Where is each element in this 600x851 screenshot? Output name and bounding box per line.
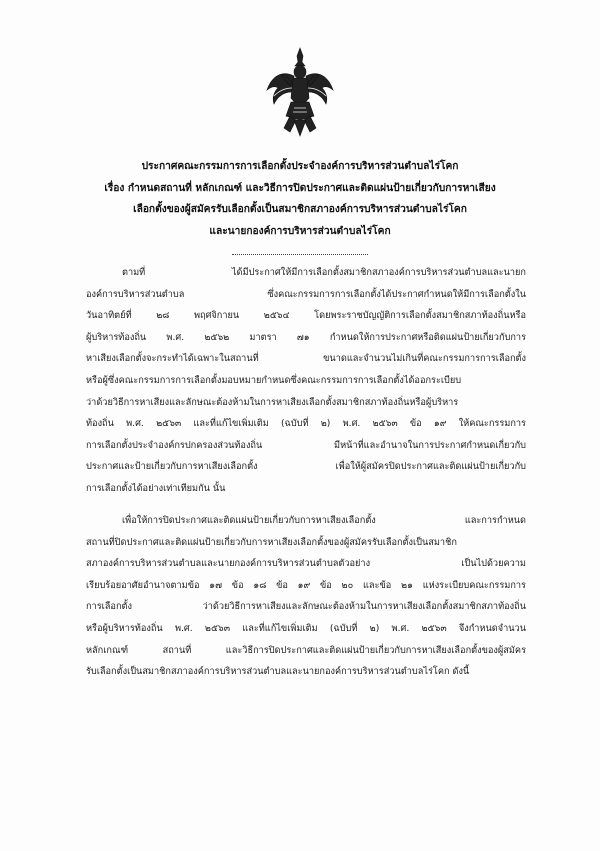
text-line: การเลือกตั้งได้อย่างเท่าเทียมกัน นั้น bbox=[86, 482, 226, 494]
text-line: วันอาทิตย์ที่ ๒๘ พฤศจิกายน ๒๕๖๔ โดยพระราชบัญญัติการเลือกตั้งสมาชิกสภาท้องถิ่นหรือ bbox=[86, 310, 526, 322]
text-line: สภาองค์การบริหารส่วนตำบลและนายกองค์การบริหารส่วนตำบลตัวอย่าง เป็นไปด้วยความ bbox=[86, 558, 526, 570]
text-line: ว่าด้วยวิธีการหาเสียงและลักษณะต้องห้ามในการหาเสียงเลือกตั้งสมาชิกสภาท้องถิ่นหรือผู้บริหาร bbox=[86, 396, 459, 408]
title-line: ประกาศคณะกรรมการการเลือกตั้งประจำองค์การบริหารส่วนตำบลไร่โคก bbox=[141, 161, 459, 172]
text-line: สถานที่ปิดประกาศและติดแผ่นป้ายเกี่ยวกับการหาเสียงเลือกตั้งของผู้สมัครรับเลือกตั้งเป็นสมาชิก bbox=[86, 536, 457, 548]
text-line: การเลือกตั้ง ว่าด้วยวิธีการหาเสียงและลักษณะต้องห้ามในการหาเสียงเลือกตั้งสมาชิกสภาท้องถิ่น bbox=[86, 601, 526, 613]
text-line: ประกาศและป้ายเกี่ยวกับการหาเสียงเลือกตั้ง เพื่อให้ผู้สมัครปิดประกาศและติดแผ่นป้ายเกี่ยวกับ bbox=[86, 461, 526, 473]
text-line: ผู้บริหารท้องถิ่น พ.ศ. ๒๕๖๒ มาตรา ๗๑ กำหนดให้การประกาศหรือติดแผ่นป้ายเกี่ยวกับการ bbox=[86, 331, 526, 343]
text-line: หรือผู้ซึ่งคณะกรรมการการเลือกตั้งมอบหมายกำหนดซึ่งคณะกรรมการการเลือกตั้งได้ออกระเบียบ bbox=[86, 374, 462, 386]
paragraph-resolution bbox=[86, 510, 526, 683]
text-line: ตามที่ ได้มีประกาศให้มีการเลือกตั้งสมาชิกสภาองค์การบริหารส่วนตำบลและนายก bbox=[122, 267, 526, 278]
title-divider bbox=[232, 254, 368, 255]
text-line: รับเลือกตั้งเป็นสมาชิกสภาองค์การบริหารส่วนตำบลและนายกองค์การบริหารส่วนตำบลไร่โคก ดังนี้ bbox=[86, 666, 470, 678]
title-line: เรื่อง กำหนดสถานที่ หลักเกณฑ์ และวิธีการปิดประกาศและติดแผ่นป้ายเกี่ยวกับการหาเสียง bbox=[104, 182, 496, 194]
text-line: หรือผู้บริหารท้องถิ่น พ.ศ. ๒๕๖๓ และที่แก้ไขเพิ่มเติม (ฉบับที่ ๒) พ.ศ. ๒๕๖๓ จึงกำหนดจำนวน bbox=[86, 622, 526, 634]
announcement-title bbox=[80, 156, 520, 242]
text-line: เพื่อให้การปิดประกาศและติดแผ่นป้ายเกี่ยวกับการหาเสียงเลือกตั้ง และการกำหนด bbox=[122, 515, 526, 526]
text-line: หาเสียงเลือกตั้งจะกระทำได้เฉพาะในสถานที่ ขนาดและจำนวนไม่เกินที่คณะกรรมการการเลือกตั้ง bbox=[86, 353, 526, 365]
text-line: หลักเกณฑ์ สถานที่ และวิธีการปิดประกาศและติดแผ่นป้ายเกี่ยวกับการหาเสียงเลือกตั้งของผู้สมัคร bbox=[86, 644, 526, 656]
title-line: เลือกตั้งของผู้สมัครรับเลือกตั้งเป็นสมาชิกสภาองค์การบริหารส่วนตำบลไร่โคก bbox=[133, 204, 467, 215]
text-line: การเลือกตั้งประจำองค์กรปกครองส่วนท้องถิ่น มีหน้าที่และอำนาจในการประกาศกำหนดเกี่ยวกับ bbox=[86, 439, 526, 451]
title-line: และนายกองค์การบริหารส่วนตำบลไร่โคก bbox=[209, 225, 391, 237]
text-line: องค์การบริหารส่วนตำบล ซึ่งคณะกรรมการการเลือกตั้งได้ประกาศกำหนดให้มีการเลือกตั้งใน bbox=[86, 288, 526, 300]
text-line: เรียบร้อยอาศัยอำนาจตามข้อ ๑๗ ข้อ ๑๘ ข้อ ๑๙ ข้อ ๒๐ และข้อ ๒๑ แห่งระเบียบคณะกรรมการ bbox=[86, 579, 526, 591]
paragraph-preamble bbox=[86, 262, 526, 500]
garuda-emblem-icon bbox=[264, 46, 336, 138]
text-line: ท้องถิ่น พ.ศ. ๒๕๖๓ และที่แก้ไขเพิ่มเติม (ฉบับที่ ๒) พ.ศ. ๒๕๖๓ ข้อ ๑๙ ให้คณะกรรมการ bbox=[86, 418, 526, 430]
